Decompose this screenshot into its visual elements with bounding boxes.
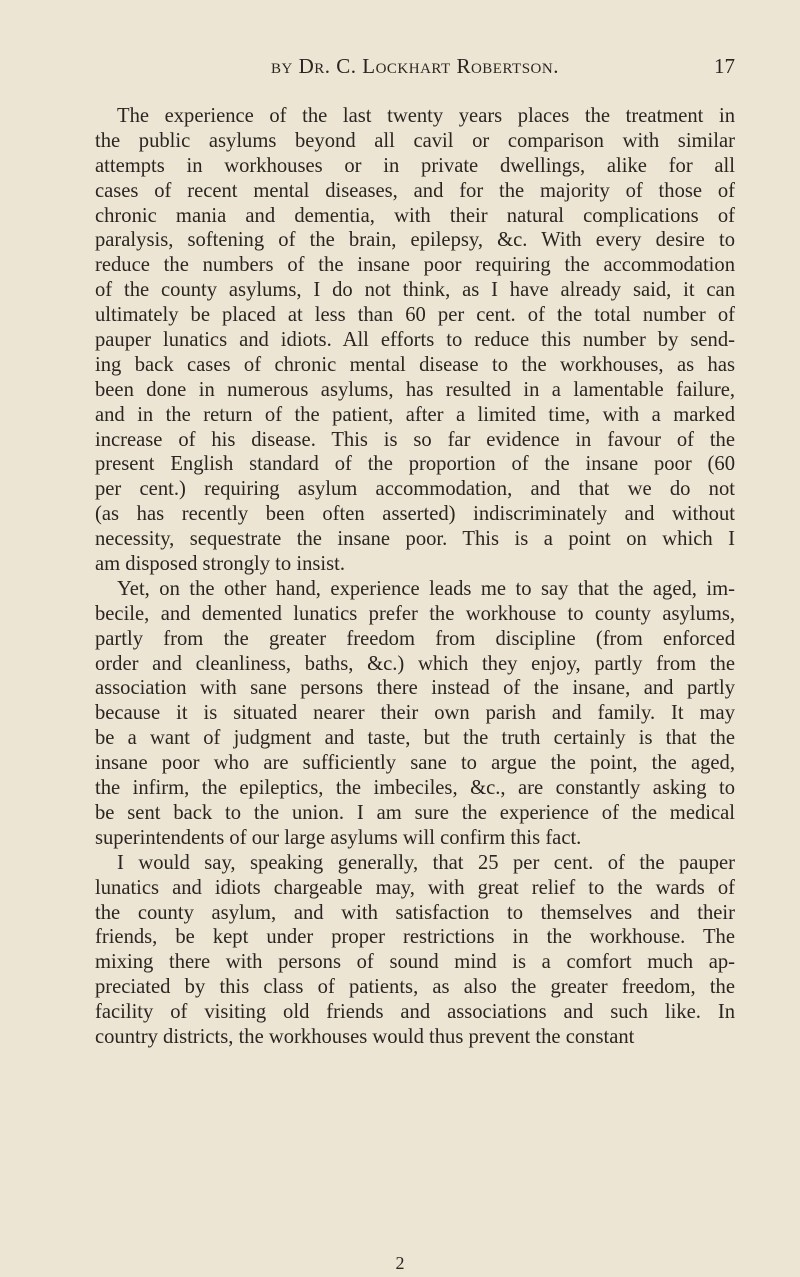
paragraph xyxy=(95,851,735,1050)
page-number: 17 xyxy=(714,54,735,78)
text-line: the county asylum, and with satisfaction to themselves and their xyxy=(95,901,735,924)
text-line: attempts in workhouses or in private dwellings, alike for all xyxy=(95,154,735,177)
text-line: The experience of the last twenty years places the treatment in xyxy=(117,105,735,127)
text-line: order and cleanliness, baths, &c.) which they enjoy, partly from the xyxy=(95,652,735,675)
text-line: cases of recent mental diseases, and for the majority of those of xyxy=(95,179,735,202)
text-line: necessity, sequestrate the insane poor. This is a point on which I xyxy=(95,528,735,551)
text-line: am disposed strongly to insist. xyxy=(95,553,345,576)
text-line: lunatics and idiots chargeable may, with great relief to the wards of xyxy=(95,876,735,899)
page-header xyxy=(95,54,735,84)
text-line: per cent.) requiring asylum accommodation, and that we do not xyxy=(95,478,735,501)
text-line: becile, and demented lunatics prefer the workhouse to county asylums, xyxy=(95,602,735,625)
text-line: be a want of judgment and taste, but the truth certainly is that the xyxy=(95,727,735,750)
text-line: partly from the greater freedom from discipline (from enforced xyxy=(95,627,735,650)
text-line: been done in numerous asylums, has resulted in a lamentable failure, xyxy=(95,378,735,401)
text-line: the infirm, the epileptics, the imbeciles, &c., are constantly asking to xyxy=(95,777,735,800)
text-line: be sent back to the union. I am sure the experience of the medical xyxy=(95,801,735,824)
signature-mark: 2 xyxy=(395,1253,405,1273)
running-head: by Dr. C. Lockhart Robertson. xyxy=(271,54,559,78)
text-line: insane poor who are sufficiently sane to argue the point, the aged, xyxy=(95,752,735,775)
text-line: mixing there with persons of sound mind is a comfort much ap- xyxy=(95,951,735,974)
text-line: paralysis, softening of the brain, epilepsy, &c. With every desire to xyxy=(95,229,735,252)
text-line: country districts, the workhouses would thus prevent the constant xyxy=(95,1025,635,1048)
text-line: preciated by this class of patients, as also the greater freedom, the xyxy=(95,976,735,999)
text-line: pauper lunatics and idiots. All efforts to reduce this number by send- xyxy=(95,329,735,352)
text-line: superintendents of our large asylums will confirm this fact. xyxy=(95,826,582,849)
text-line: the public asylums beyond all cavil or comparison with similar xyxy=(95,129,735,152)
body-text xyxy=(95,104,735,1050)
paragraph xyxy=(95,104,735,577)
text-line: Yet, on the other hand, experience leads me to say that the aged, im- xyxy=(117,577,735,600)
text-line: reduce the numbers of the insane poor requiring the accommodation xyxy=(95,254,735,277)
text-line: friends, be kept under proper restrictions in the workhouse. The xyxy=(95,926,735,949)
text-line: I would say, speaking generally, that 25 per cent. of the pauper xyxy=(117,851,735,874)
text-line: present English standard of the proportion of the insane poor (60 xyxy=(95,453,735,476)
text-line: ultimately be placed at less than 60 per cent. of the total number of xyxy=(95,304,735,327)
text-line: ing back cases of chronic mental disease to the workhouses, as has xyxy=(95,353,735,376)
text-line: (as has recently been often asserted) indiscriminately and without xyxy=(95,503,735,526)
text-line: and in the return of the patient, after a limited time, with a marked xyxy=(95,403,735,426)
text-line: of the county asylums, I do not think, as I have already said, it can xyxy=(95,279,735,302)
text-line: chronic mania and dementia, with their natural complications of xyxy=(95,204,735,227)
paragraph xyxy=(95,577,735,851)
text-line: facility of visiting old friends and associations and such like. In xyxy=(95,1001,735,1024)
text-line: increase of his disease. This is so far evidence in favour of the xyxy=(95,428,735,451)
text-line: because it is situated nearer their own parish and family. It may xyxy=(95,702,735,725)
text-line: association with sane persons there instead of the insane, and partly xyxy=(95,677,735,700)
